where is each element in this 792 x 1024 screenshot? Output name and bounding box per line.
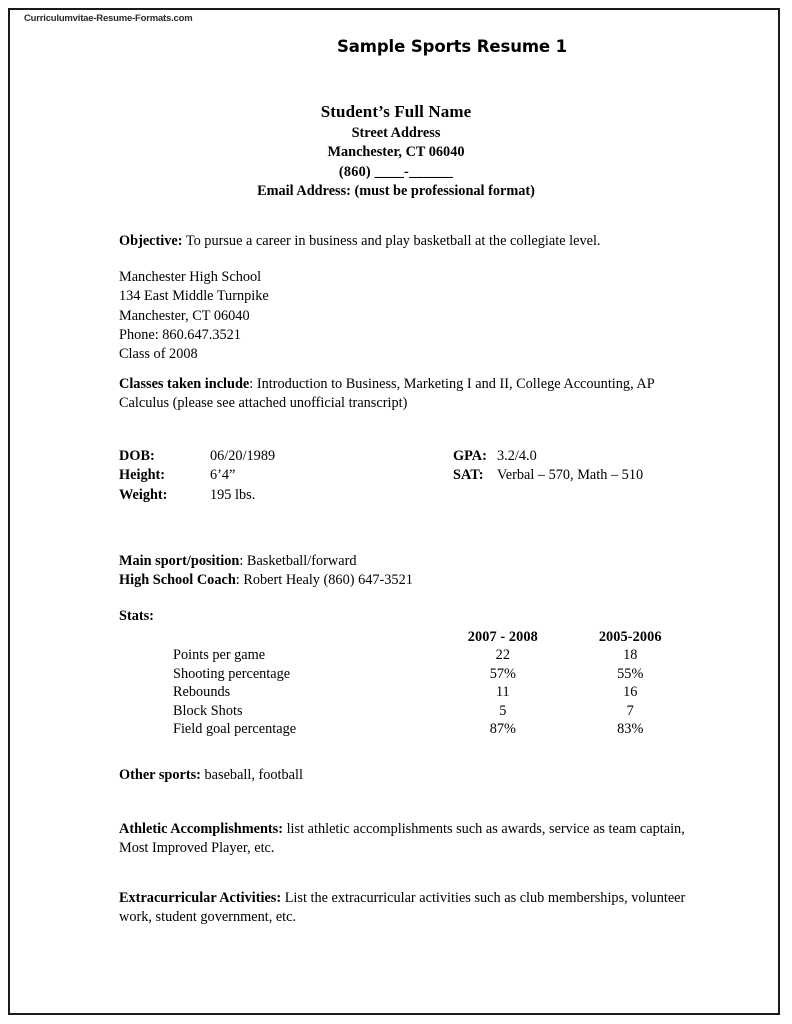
stats-label (119, 607, 694, 626)
class-of: Class of 2008 (119, 346, 198, 363)
vitals-row (119, 466, 275, 485)
classes-section (119, 375, 694, 414)
dob-value: 06/20/1989 (210, 448, 276, 464)
stat-value-2005: 55% (617, 665, 644, 682)
sat-label: SAT: (453, 467, 484, 484)
table-row (119, 702, 694, 720)
table-row (119, 665, 694, 683)
stats-table-head (119, 628, 694, 646)
stat-label: Shooting percentage (173, 665, 291, 682)
other-sports-label: Other sports: (119, 767, 201, 783)
objective-text: To pursue a career in business and play basketball at the collegiate level. (185, 233, 601, 249)
stat-value-2007: 87% (489, 721, 516, 738)
stat-value-2005: 83% (617, 721, 644, 738)
table-row (119, 720, 694, 738)
coach-label: High School Coach (119, 572, 236, 589)
athletic-label: Athletic Accomplishments: (119, 821, 283, 837)
athletic-text: list athletic accomplishments such as awards, service as team captain, Most Improved Player, etc. (119, 821, 685, 857)
stats-table-body (119, 646, 694, 738)
gpa-label: GPA: (453, 448, 487, 464)
site-watermark: Curriculumvitae-Resume-Formats.com (24, 13, 193, 24)
main-sport-label: Main sport/position (119, 553, 240, 569)
stat-label: Points per game (173, 647, 266, 664)
school-name: Manchester High School (119, 269, 262, 285)
dob-label: DOB: (119, 448, 155, 464)
table-row (119, 683, 694, 701)
objective-section (119, 232, 694, 251)
vitals-row (453, 466, 643, 485)
extracurricular-text: List the extracurricular activities such as club memberships, volunteer work, student government, etc. (119, 890, 686, 926)
page-title: Sample Sports Resume 1 (336, 37, 568, 56)
table-header-row (119, 628, 694, 646)
sport-section (119, 552, 694, 591)
vitals-row (119, 447, 275, 466)
objective-label: Objective: (119, 233, 183, 249)
weight-label: Weight: (119, 486, 168, 503)
other-sports-text: baseball, football (200, 767, 303, 783)
email-address: Email Address: (must be professional format) (257, 183, 535, 199)
main-sport-line (119, 552, 694, 571)
coach-value: : Robert Healy (860) 647-3521 (235, 572, 413, 589)
contact-header (10, 102, 782, 202)
school-section (119, 268, 694, 364)
vitals-left-column (119, 447, 275, 505)
main-sport-value: : Basketball/forward (239, 553, 357, 569)
stats-table (119, 628, 694, 738)
resume-document (10, 10, 782, 1017)
school-phone: Phone: 860.647.3521 (119, 326, 241, 343)
vitals-right-column (453, 447, 643, 486)
classes-text: : Introduction to Business, Marketing I and II, College Accounting, AP Calculus (please see attached unofficial transcript) (119, 376, 655, 412)
vitals-row (453, 447, 643, 466)
page-frame (8, 8, 780, 1015)
phone-number: (860) ____-______ (338, 163, 454, 180)
school-street: 134 East Middle Turnpike (119, 288, 269, 305)
coach-line (119, 571, 694, 590)
stat-value-2007: 5 (499, 702, 507, 719)
gpa-value: 3.2/4.0 (497, 448, 537, 464)
street-address: Street Address (351, 124, 441, 141)
student-name: Student’s Full Name (320, 102, 472, 121)
stat-value-2007: 11 (495, 684, 510, 701)
height-value: 6’4” (210, 467, 236, 484)
city-state-zip: Manchester, CT 06040 (327, 144, 465, 160)
other-sports-section (119, 766, 694, 785)
extracurricular-section (119, 889, 694, 928)
sat-value: Verbal – 570, Math – 510 (497, 467, 644, 484)
table-row (119, 646, 694, 664)
stat-value-2005: 16 (623, 684, 638, 701)
school-city-state-zip: Manchester, CT 06040 (119, 307, 250, 324)
stat-label: Field goal percentage (173, 721, 297, 738)
stat-value-2005: 18 (623, 647, 638, 664)
height-label: Height: (119, 467, 166, 484)
stat-label: Block Shots (173, 702, 243, 719)
stat-value-2007: 22 (495, 647, 510, 664)
stats-col-2005-2006: 2005-2006 (598, 629, 662, 645)
stats-col-blank (119, 628, 439, 646)
stat-value-2007: 57% (489, 665, 516, 682)
stats-col-2007-2008: 2007 - 2008 (467, 629, 538, 645)
stat-label: Rebounds (173, 684, 231, 701)
athletic-accomplishments-section (119, 820, 694, 859)
extracurricular-label: Extracurricular Activities: (119, 890, 282, 906)
weight-value: 195 lbs. (210, 486, 256, 503)
vitals-row (119, 486, 275, 505)
classes-label: Classes taken include (119, 376, 250, 392)
stats-label-text: Stats: (119, 608, 154, 624)
stat-value-2005: 7 (626, 702, 634, 719)
